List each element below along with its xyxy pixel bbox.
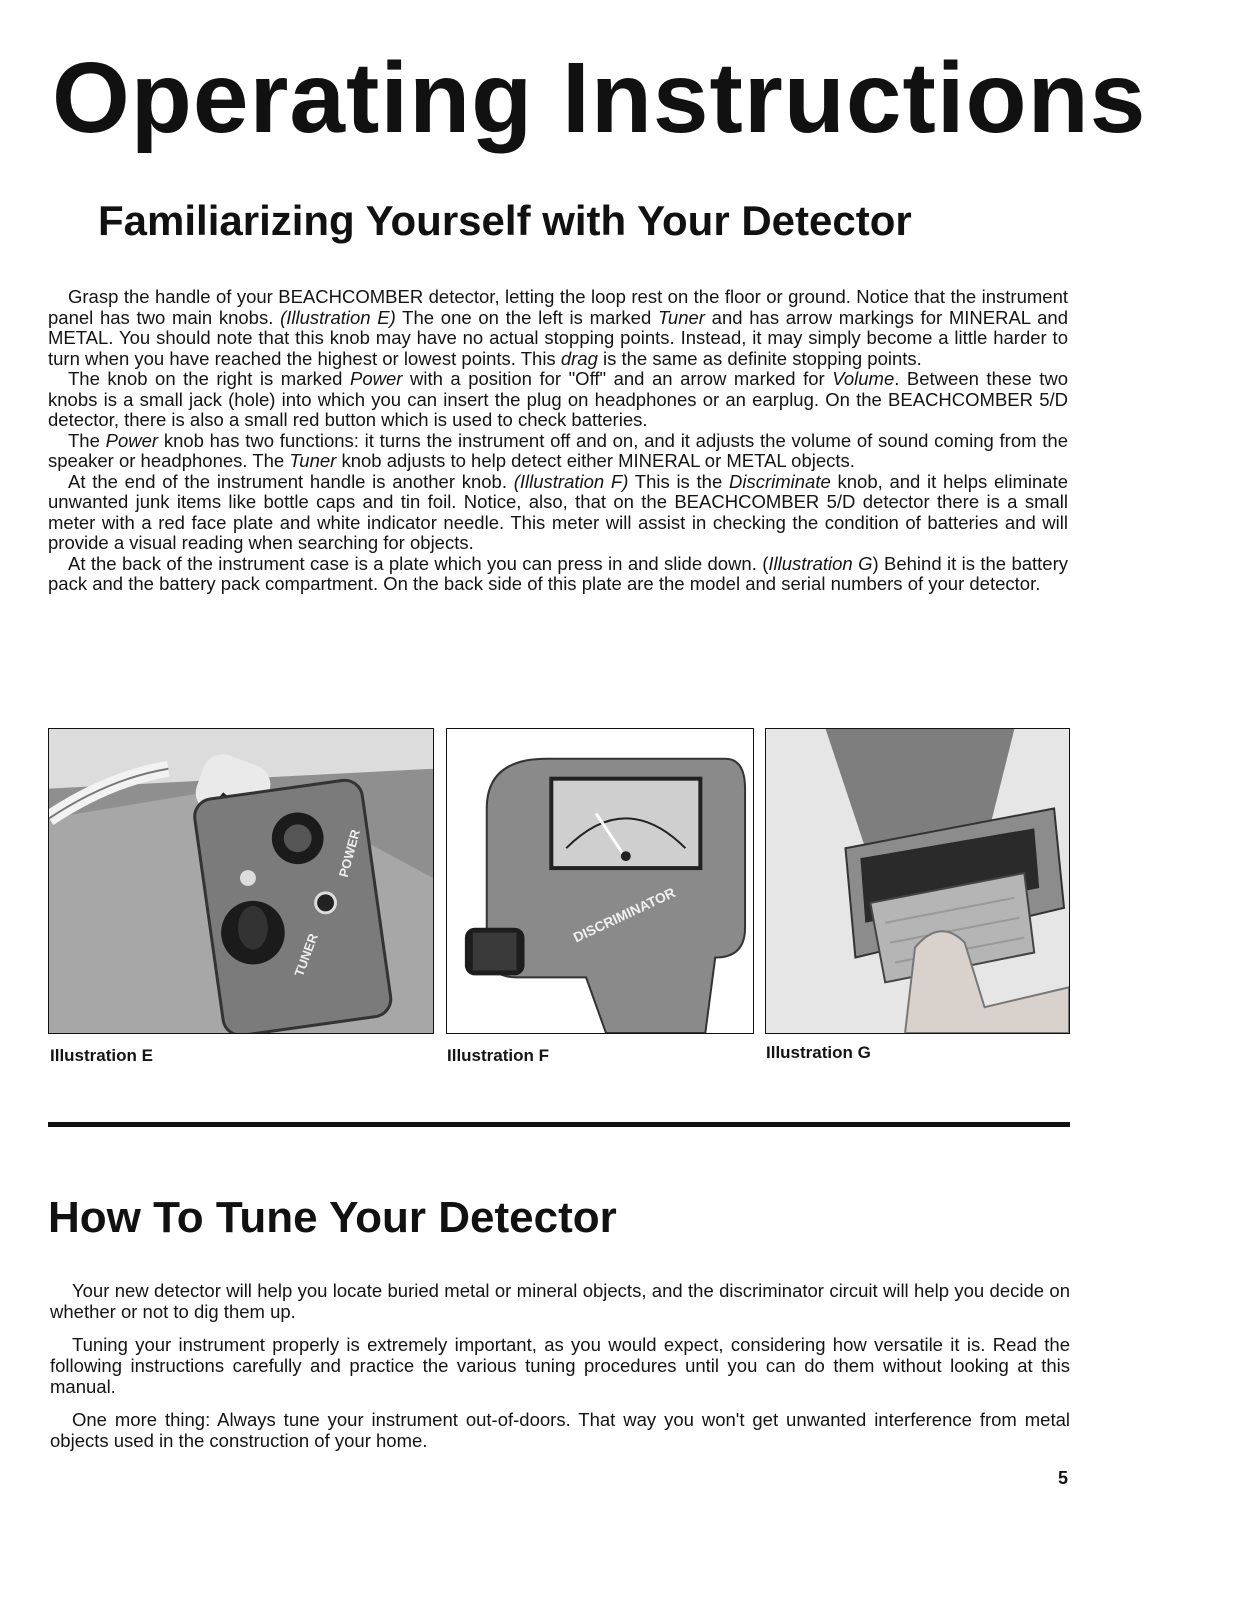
page-subtitle: Familiarizing Yourself with Your Detector	[98, 197, 912, 244]
section-divider	[48, 1122, 1070, 1127]
section-heading-tune: How To Tune Your Detector	[48, 1193, 617, 1242]
paragraph-5: At the back of the instrument case is a plate which you can press in and slide down. (Illustration G) Behind it is the battery pack and the battery pack compartment. On the back side of this plate are the model and serial numbers of your detector.	[48, 552, 1068, 594]
familiarizing-section	[48, 287, 1068, 595]
tune-section	[50, 1280, 1070, 1463]
paragraph-3: The Power knob has two functions: it turns the instrument off and on, and it adjusts the volume of sound coming from the speaker or headphones. The Tuner knob adjusts to help detect either MINERAL or METAL objects.	[48, 429, 1068, 471]
illustration-e-photo	[48, 728, 434, 1034]
power-label: POWER	[335, 827, 363, 879]
tuner-label: TUNER	[291, 931, 321, 979]
tune-paragraph-2: Tuning your instrument properly is extremely important, as you would expect, considering how versatile it is. Read the following instructions carefully and practice the various tuning procedures until you can do them without looking at this manual.	[50, 1334, 1070, 1397]
tune-paragraph-3: One more thing: Always tune your instrument out-of-doors. That way you won't get unwanted interference from metal objects used in the construction of your home.	[50, 1409, 1070, 1451]
page-title: Operating Instructions	[52, 42, 1147, 154]
discriminator-label: DISCRIMINATOR	[570, 884, 678, 946]
page-number: 5	[1058, 1468, 1069, 1488]
paragraph-1: Grasp the handle of your BEACHCOMBER detector, letting the loop rest on the floor or ground. Notice that the instrument panel has two main knobs. (Illustration E) The one on the left is marked Tuner and has arrow markings for MINERAL and METAL. You should note that this knob may have no actual stopping points. Instead, it may simply become a little harder to turn when you have reached the highest or lowest points. This drag is the same as definite stopping points.	[48, 286, 1068, 369]
caption-e: Illustration E	[50, 1046, 153, 1065]
caption-g: Illustration G	[766, 1043, 871, 1062]
illustration-f-photo	[446, 728, 754, 1034]
illustration-g-photo	[765, 728, 1070, 1034]
tune-paragraph-1: Your new detector will help you locate buried metal or mineral objects, and the discriminator circuit will help you decide on whether or not to dig them up.	[50, 1280, 1070, 1322]
caption-f: Illustration F	[447, 1046, 549, 1065]
paragraph-4: At the end of the instrument handle is another knob. (Illustration F) This is the Discriminate knob, and it helps eliminate unwanted junk items like bottle caps and tin foil. Notice, also, that on the BEACHCOMBER 5/D detector there is a small meter with a red face plate and white indicator needle. This meter will assist in checking the condition of batteries and will provide a visual reading when searching for objects.	[48, 470, 1069, 553]
paragraph-2: The knob on the right is marked Power with a position for "Off" and an arrow marked for Volume. Between these two knobs is a small jack (hole) into which you can insert the plug on headphones or an earplug. On the BEACHCOMBER 5/D detector, there is also a small red button which is used to check batteries.	[48, 368, 1068, 430]
